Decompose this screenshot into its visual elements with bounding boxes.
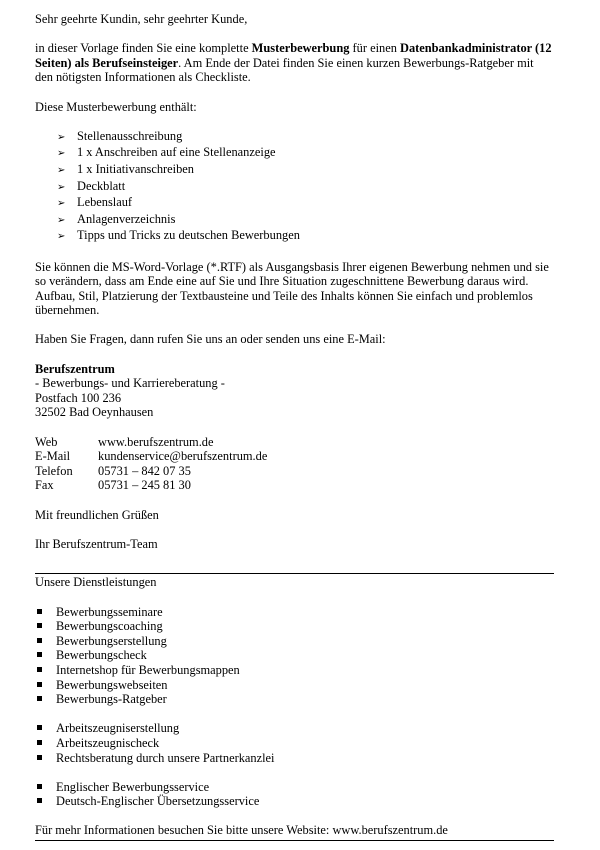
address-block	[35, 362, 554, 420]
services-list-1	[35, 605, 554, 707]
address-city: 32502 Bad Oeynhausen	[35, 405, 154, 420]
email-link[interactable]: kundenservice@berufszentrum.de	[98, 449, 268, 464]
list-item: Deutsch-Englischer Übersetzungsservice	[37, 794, 554, 809]
intro-bold-position: Datenbankadministrator (12 Seiten) als Berufseinsteiger	[35, 41, 552, 70]
contact-block	[35, 435, 554, 493]
list-item: ➢ 1 x Anschreiben auf eine Stellenanzeige	[57, 145, 554, 162]
questions-paragraph: Haben Sie Fragen, dann rufen Sie uns an oder senden uns eine E-Mail:	[35, 332, 386, 347]
list-item: Internetshop für Bewerbungsmappen	[37, 663, 554, 678]
list-item: ➢ Deckblatt	[57, 179, 554, 196]
services-heading: Unsere Dienstleistungen	[35, 575, 157, 590]
contents-list	[35, 129, 554, 245]
list-item: ➢ Stellenausschreibung	[57, 129, 554, 146]
list-item: Arbeitszeugniserstellung	[37, 721, 554, 736]
phone-value: 05731 – 842 07 35	[98, 463, 191, 478]
arrow-bullet-icon: ➢	[57, 231, 66, 243]
greeting: Sehr geehrte Kundin, sehr geehrter Kunde,	[35, 12, 248, 26]
list-item: Bewerbungswebseiten	[37, 678, 554, 693]
fax-value: 05731 – 245 81 30	[98, 478, 191, 493]
arrow-bullet-icon: ➢	[57, 181, 66, 193]
square-bullet-icon	[37, 751, 56, 766]
services-list-3	[35, 780, 554, 809]
footer-divider	[35, 840, 554, 841]
list-item: Bewerbungscoaching	[37, 619, 554, 634]
divider	[35, 573, 554, 574]
intro-paragraph	[35, 41, 554, 85]
square-bullet-icon	[37, 780, 56, 795]
intro-bold-product: Musterbewerbung	[251, 41, 350, 56]
square-bullet-icon	[37, 634, 56, 649]
list-item: ➢ 1 x Initiativanschreiben	[57, 162, 554, 179]
list-item: ➢ Tipps und Tricks zu deutschen Bewerbungen	[57, 228, 554, 245]
square-bullet-icon	[37, 663, 56, 678]
list-item: Arbeitszeugnischeck	[37, 736, 554, 751]
contact-row-email: E-Mail kundenservice@berufszentrum.de	[35, 449, 268, 464]
square-bullet-icon	[37, 605, 56, 620]
list-item: Bewerbungsseminare	[37, 605, 554, 620]
intro-text-3: . Am Ende der Datei finden Sie einen kurzen Bewerbungs-Ratgeber mit den nötigsten Informationen als Checkliste.	[35, 55, 534, 85]
contact-row-fax: Fax 05731 – 245 81 30	[35, 478, 191, 493]
services-list-2	[35, 721, 554, 765]
intro-text-2: für einen	[349, 41, 400, 56]
signature: Ihr Berufszentrum-Team	[35, 536, 158, 551]
intro-text-1: in dieser Vorlage finden Sie eine komplette	[35, 41, 252, 56]
arrow-bullet-icon: ➢	[57, 198, 66, 210]
list-item: Bewerbungserstellung	[37, 634, 554, 649]
arrow-bullet-icon: ➢	[57, 148, 66, 160]
closing: Mit freundlichen Grüßen	[35, 507, 159, 522]
footer-text: Für mehr Informationen besuchen Sie bitte unsere Website: www.berufszentrum.de	[35, 823, 448, 838]
list-item: Bewerbungscheck	[37, 648, 554, 663]
company-name: Berufszentrum	[35, 361, 115, 376]
arrow-bullet-icon: ➢	[57, 131, 66, 143]
contents-heading: Diese Musterbewerbung enthält:	[35, 99, 197, 114]
arrow-bullet-icon: ➢	[57, 214, 66, 226]
arrow-bullet-icon: ➢	[57, 164, 66, 176]
square-bullet-icon	[37, 736, 56, 751]
square-bullet-icon	[37, 619, 56, 634]
address-street: Postfach 100 236	[35, 390, 122, 405]
list-item: ➢ Lebenslauf	[57, 195, 554, 212]
web-link[interactable]: www.berufszentrum.de	[98, 434, 214, 449]
list-item: Englischer Bewerbungsservice	[37, 780, 554, 795]
contact-row-phone: Telefon 05731 – 842 07 35	[35, 463, 191, 478]
usage-paragraph: Sie können die MS-Word-Vorlage (*.RTF) als Ausgangsbasis Ihrer eigenen Bewerbung nehmen und sie so verändern, dass am Ende eine auf Sie und Ihre Situation zugeschnittene Bewerbung daraus wird. Aufbau, Stil, Platzierung der Textbausteine und Teile des Inhalts können Sie einfach und problemlos übernehmen.	[35, 259, 549, 318]
square-bullet-icon	[37, 692, 56, 707]
list-item: Rechtsberatung durch unsere Partnerkanzlei	[37, 751, 554, 766]
square-bullet-icon	[37, 678, 56, 693]
company-subtitle: - Bewerbungs- und Karriereberatung -	[35, 376, 225, 391]
square-bullet-icon	[37, 794, 56, 809]
square-bullet-icon	[37, 648, 56, 663]
square-bullet-icon	[37, 721, 56, 736]
list-item: ➢ Anlagenverzeichnis	[57, 212, 554, 229]
contact-row-web: Web www.berufszentrum.de	[35, 434, 214, 449]
list-item: Bewerbungs-Ratgeber	[37, 692, 554, 707]
